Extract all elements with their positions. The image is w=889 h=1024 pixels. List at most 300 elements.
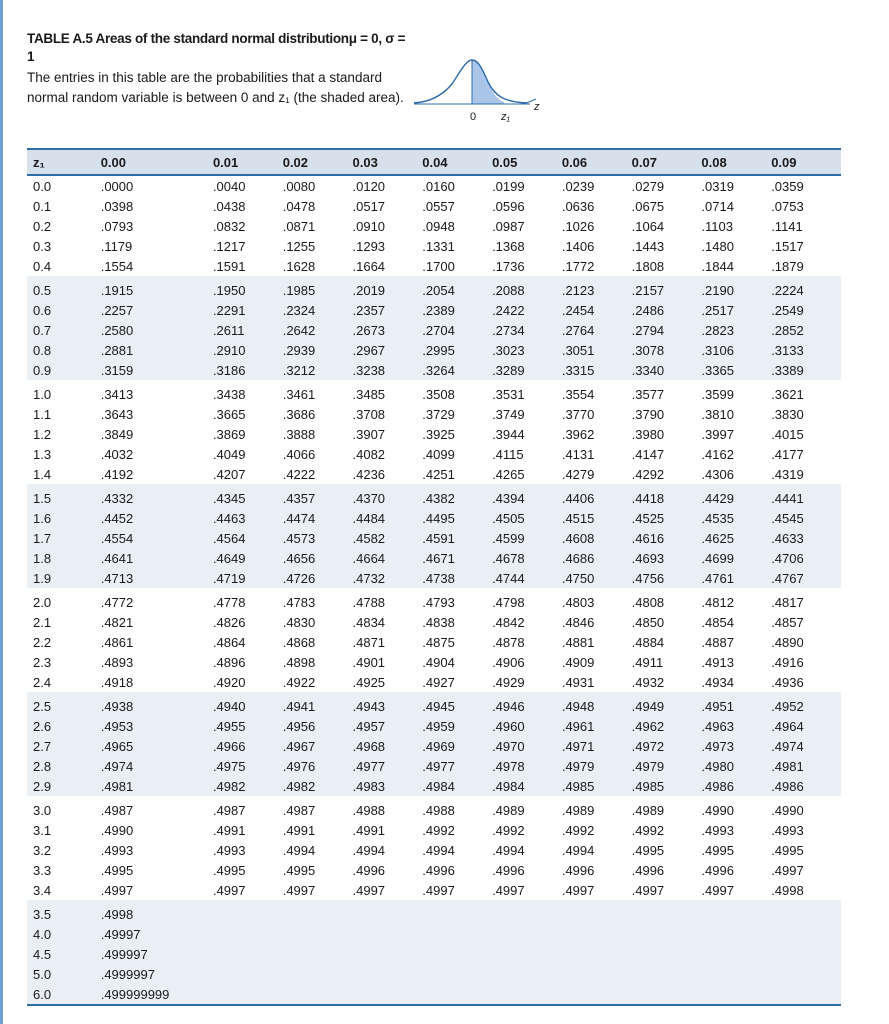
probability-cell: .4987 [282, 802, 316, 818]
probability-cell: .4641 [101, 548, 213, 568]
probability-cell: .1293 [352, 238, 386, 254]
probability-cell: .4965 [101, 736, 213, 756]
probability-cell: .1591 [212, 258, 246, 274]
probability-cell: .4826 [212, 614, 246, 630]
probability-cell: .4955 [213, 716, 283, 736]
probability-cell: .4993 [212, 842, 246, 858]
probability-cell: .4744 [492, 568, 562, 588]
empty-cell [562, 984, 632, 1005]
empty-cell [701, 984, 771, 1005]
probability-cell: .0832 [212, 218, 246, 234]
table-title [27, 30, 407, 66]
empty-cell [492, 944, 562, 964]
table-row [27, 692, 841, 716]
probability-cell: .3907 [352, 426, 386, 442]
probability-cell: .4406 [562, 484, 632, 508]
probability-cell: .0239 [561, 178, 595, 194]
empty-cell [701, 944, 771, 964]
probability-cell: .4463 [213, 508, 283, 528]
empty-cell [632, 984, 702, 1005]
probability-cell: .1879 [771, 258, 804, 274]
probability-cell: .3389 [771, 360, 841, 380]
probability-cell: .4207 [212, 466, 246, 482]
z-value-cell: 3.4 [33, 882, 52, 898]
table-row [27, 672, 841, 692]
probability-cell: .4732 [353, 568, 423, 588]
empty-cell [562, 924, 632, 944]
page-edge-bar [0, 0, 3, 1024]
probability-cell: .4941 [283, 692, 353, 716]
probability-cell: .0753 [771, 198, 804, 214]
probability-cell: .2486 [632, 300, 702, 320]
empty-cell [353, 944, 423, 964]
probability-cell: .4997 [212, 882, 246, 898]
probability-cell: .4591 [422, 528, 492, 548]
probability-cell: .4756 [632, 568, 702, 588]
probability-cell: .3790 [631, 406, 665, 422]
z-value-cell: 0.4 [33, 258, 52, 274]
probability-cell: .4817 [771, 594, 804, 610]
probability-cell: .4995 [100, 862, 134, 878]
probability-cell: .3810 [701, 406, 734, 422]
empty-cell [422, 964, 492, 984]
probability-cell: .4896 [212, 654, 246, 670]
probability-cell: .3212 [283, 360, 353, 380]
probability-cell: .0438 [212, 198, 246, 214]
column-header-0-09: 0.09 [771, 149, 841, 175]
probability-cell: .4970 [492, 736, 562, 756]
empty-cell [701, 964, 771, 984]
probability-cell: .4997 [561, 882, 595, 898]
probability-cell: .4983 [353, 776, 423, 796]
probability-cell: .4959 [422, 716, 492, 736]
probability-cell: .4893 [100, 654, 134, 670]
probability-cell: .4978 [492, 756, 562, 776]
probability-cell: .4803 [561, 594, 595, 610]
probability-cell: .4995 [282, 862, 316, 878]
probability-cell: .3665 [212, 406, 246, 422]
probability-cell: .4887 [701, 634, 734, 650]
probability-cell: .4940 [213, 692, 283, 716]
probability-cell: .4989 [492, 802, 525, 818]
probability-cell: .4871 [352, 634, 386, 650]
probability-cell: .3023 [492, 340, 562, 360]
probability-cell: .2549 [771, 300, 841, 320]
probability-cell: .2704 [422, 320, 492, 340]
standard-normal-table [27, 148, 841, 1006]
probability-cell: .4713 [101, 568, 213, 588]
probability-cell: .4906 [492, 654, 525, 670]
z-value-cell: 0.6 [27, 300, 101, 320]
probability-cell: .0478 [282, 198, 316, 214]
probability-cell: .2881 [101, 340, 213, 360]
probability-cell: .3413 [100, 386, 134, 402]
probability-cell: .2019 [353, 276, 423, 300]
probability-cell: .1844 [701, 258, 734, 274]
probability-cell: .1628 [282, 258, 316, 274]
probability-cell: .4973 [701, 736, 771, 756]
probability-cell: .1103 [701, 218, 733, 234]
probability-cell: .0557 [422, 198, 455, 214]
probability-cell: .2517 [701, 300, 771, 320]
probability-cell: .2580 [101, 320, 213, 340]
probability-cell: .4929 [492, 674, 525, 690]
z-value-cell: 4.5 [27, 944, 101, 964]
probability-cell: .2088 [492, 276, 562, 300]
probability-cell: .0793 [100, 218, 134, 234]
probability-cell: .2357 [353, 300, 423, 320]
probability-cell: .3686 [282, 406, 316, 422]
probability-cell: .1179 [100, 238, 133, 254]
probability-cell: .4099 [422, 446, 455, 462]
probability-cell: .4995 [701, 842, 734, 858]
probability-cell: .2157 [632, 276, 702, 300]
probability-cell: .4994 [561, 842, 595, 858]
table-row [27, 175, 841, 196]
probability-cell: .1808 [631, 258, 665, 274]
z-value-cell: 0.3 [33, 238, 52, 254]
table-row [27, 756, 841, 776]
z-value-cell: 2.7 [27, 736, 101, 756]
probability-cell: .4948 [562, 692, 632, 716]
column-header-0-06: 0.06 [562, 149, 632, 175]
probability-cell: .4998 [771, 882, 804, 898]
probability-cell: .4988 [422, 802, 455, 818]
probability-cell: .4988 [352, 802, 386, 818]
empty-cell [283, 984, 353, 1005]
table-row [27, 860, 841, 880]
probability-cell: .4984 [422, 776, 492, 796]
table-row [27, 612, 841, 632]
table-row [27, 216, 841, 236]
probability-cell: .4370 [353, 484, 423, 508]
probability-cell: .4798 [492, 594, 525, 610]
probability-cell: .4996 [561, 862, 595, 878]
probability-cell: .4994 [492, 842, 525, 858]
probability-cell: .4961 [562, 716, 632, 736]
empty-cell [701, 924, 771, 944]
probability-cell: .4967 [283, 736, 353, 756]
probability-cell: .499999999 [101, 984, 213, 1005]
probability-cell: .4032 [100, 446, 134, 462]
probability-cell: .4625 [701, 528, 771, 548]
probability-cell: .4131 [561, 446, 595, 462]
column-header-0-07: 0.07 [632, 149, 702, 175]
empty-cell [422, 900, 492, 924]
table-row [27, 568, 841, 588]
empty-cell [283, 944, 353, 964]
probability-cell: .4582 [353, 528, 423, 548]
probability-cell: .4706 [771, 548, 841, 568]
z-value-cell: 1.7 [27, 528, 101, 548]
probability-cell: .4474 [283, 508, 353, 528]
table-row [27, 300, 841, 320]
probability-cell: .4821 [100, 614, 134, 630]
probability-cell: .4995 [631, 842, 665, 858]
probability-cell: .4995 [212, 862, 246, 878]
table-row [27, 380, 841, 404]
probability-cell: .3238 [353, 360, 423, 380]
probability-cell: .4994 [282, 842, 316, 858]
empty-cell [771, 984, 841, 1005]
probability-cell: .4951 [701, 692, 771, 716]
table-body [27, 175, 841, 1005]
empty-cell [771, 964, 841, 984]
probability-cell: .4977 [353, 756, 423, 776]
probability-cell: .3997 [701, 426, 734, 442]
empty-cell [283, 924, 353, 944]
probability-cell: .4966 [213, 736, 283, 756]
probability-cell: .1026 [561, 218, 595, 234]
empty-cell [771, 900, 841, 924]
probability-cell: .4608 [562, 528, 632, 548]
probability-cell: .4982 [283, 776, 353, 796]
probability-cell: .3869 [212, 426, 246, 442]
probability-cell: .4971 [562, 736, 632, 756]
probability-cell: .4838 [422, 614, 455, 630]
probability-cell: .4671 [422, 548, 492, 568]
probability-cell: .4599 [492, 528, 562, 548]
probability-cell: .4920 [212, 674, 246, 690]
probability-cell: .3770 [561, 406, 595, 422]
probability-cell: .3944 [492, 426, 525, 442]
probability-cell: .0160 [422, 178, 455, 194]
table-title-params: μ = 0, σ = 1 [27, 31, 406, 64]
probability-cell: .0319 [701, 178, 734, 194]
probability-cell: .4808 [631, 594, 665, 610]
probability-cell: .4977 [422, 756, 492, 776]
probability-cell: .3264 [422, 360, 492, 380]
column-header-0-05: 0.05 [492, 149, 562, 175]
probability-cell: .0636 [561, 198, 595, 214]
table-row [27, 900, 841, 924]
probability-cell: .4960 [492, 716, 562, 736]
z-value-cell: 2.3 [33, 654, 52, 670]
z-value-cell: 5.0 [27, 964, 101, 984]
probability-cell: .4884 [631, 634, 665, 650]
probability-cell: .4956 [283, 716, 353, 736]
probability-cell: .4997 [771, 862, 804, 878]
probability-cell: .4162 [701, 446, 734, 462]
probability-cell: .0910 [352, 218, 386, 234]
probability-cell: .4177 [771, 446, 804, 462]
table-row [27, 964, 841, 984]
probability-cell: .4898 [282, 654, 316, 670]
probability-cell: .1915 [101, 276, 213, 300]
probability-cell: .4974 [771, 736, 841, 756]
probability-cell: .4992 [631, 822, 665, 838]
probability-cell: .1736 [492, 258, 525, 274]
probability-cell: .4778 [212, 594, 246, 610]
probability-cell: .4987 [100, 802, 134, 818]
probability-cell: .4996 [701, 862, 734, 878]
normal-curve-figure [412, 54, 562, 128]
probability-cell: .0359 [771, 178, 804, 194]
probability-cell: .3315 [562, 360, 632, 380]
probability-cell: .3106 [701, 340, 771, 360]
probability-cell: .4925 [352, 674, 386, 690]
probability-cell: .2291 [213, 300, 283, 320]
probability-cell: .4750 [562, 568, 632, 588]
probability-cell: .4573 [283, 528, 353, 548]
table-row [27, 508, 841, 528]
probability-cell: .1985 [283, 276, 353, 300]
probability-cell: .4981 [771, 756, 841, 776]
probability-cell: .4854 [701, 614, 734, 630]
probability-cell: .4997 [352, 882, 386, 898]
probability-cell: .1255 [282, 238, 316, 254]
table-row [27, 716, 841, 736]
probability-cell: .4976 [283, 756, 353, 776]
probability-cell: .2123 [562, 276, 632, 300]
probability-cell: .4842 [492, 614, 525, 630]
table-row [27, 924, 841, 944]
table-description: The entries in this table are the probabilities that a standard normal random variable is between 0 and z₁ (the shaded area). [27, 70, 404, 105]
probability-cell: .3365 [701, 360, 771, 380]
probability-cell: .3340 [632, 360, 702, 380]
probability-cell: .2257 [101, 300, 213, 320]
probability-cell: .4738 [422, 568, 492, 588]
z-value-cell: 0.8 [27, 340, 101, 360]
z-value-cell: 1.8 [27, 548, 101, 568]
probability-cell: .2967 [353, 340, 423, 360]
probability-cell: .4901 [352, 654, 386, 670]
table-row [27, 776, 841, 796]
z-value-cell: 1.3 [33, 446, 52, 462]
table-row [27, 276, 841, 300]
z-value-cell: 1.5 [27, 484, 101, 508]
z-value-cell: 2.9 [27, 776, 101, 796]
empty-cell [492, 984, 562, 1005]
empty-cell [353, 924, 423, 944]
probability-cell: .2673 [353, 320, 423, 340]
probability-cell: .0714 [701, 198, 734, 214]
bell-curve-line [414, 60, 527, 103]
z-value-cell: 0.5 [27, 276, 101, 300]
empty-cell [213, 900, 283, 924]
probability-cell: .3621 [771, 386, 804, 402]
probability-cell: .4357 [283, 484, 353, 508]
probability-cell: .4931 [561, 674, 595, 690]
probability-cell: .4997 [492, 882, 525, 898]
empty-cell [632, 964, 702, 984]
probability-cell: .4997 [631, 882, 665, 898]
z-value-cell: 1.1 [33, 406, 52, 422]
probability-cell: .4995 [771, 842, 804, 858]
probability-cell: .1331 [422, 238, 455, 254]
probability-cell: .1664 [352, 258, 386, 274]
z-value-cell: 0.0 [33, 178, 52, 194]
probability-cell: .2939 [283, 340, 353, 360]
empty-cell [492, 924, 562, 944]
z-value-cell: 3.2 [33, 842, 52, 858]
probability-cell: .4936 [771, 674, 804, 690]
probability-cell: .1368 [492, 238, 525, 254]
empty-cell [771, 924, 841, 944]
probability-cell: .4981 [101, 776, 213, 796]
column-header-row [27, 149, 841, 175]
probability-cell: .4857 [771, 614, 804, 630]
empty-cell [422, 944, 492, 964]
table-row [27, 464, 841, 484]
probability-cell: .4049 [212, 446, 246, 462]
table-row [27, 736, 841, 756]
probability-cell: .4992 [492, 822, 525, 838]
probability-cell: .4999997 [101, 964, 213, 984]
probability-cell: .4850 [631, 614, 665, 630]
column-header-0-08: 0.08 [701, 149, 771, 175]
empty-cell [353, 900, 423, 924]
probability-cell: .4066 [282, 446, 316, 462]
table-row [27, 404, 841, 424]
probability-cell: .4875 [422, 634, 455, 650]
z-value-cell: 2.1 [33, 614, 52, 630]
probability-cell: .2054 [422, 276, 492, 300]
probability-cell: .2389 [422, 300, 492, 320]
empty-cell [213, 964, 283, 984]
probability-cell: .4515 [562, 508, 632, 528]
z-value-cell: 6.0 [27, 984, 101, 1005]
empty-cell [701, 900, 771, 924]
probability-cell: .2324 [283, 300, 353, 320]
probability-cell: .2764 [562, 320, 632, 340]
probability-cell: .4963 [701, 716, 771, 736]
probability-cell: .4772 [100, 594, 134, 610]
probability-cell: .4115 [492, 446, 524, 462]
z-value-cell: 3.5 [27, 900, 101, 924]
probability-cell: .4564 [213, 528, 283, 548]
probability-cell: .1141 [771, 218, 803, 234]
probability-cell: .4996 [422, 862, 455, 878]
z-value-cell: 1.2 [33, 426, 52, 442]
table-row [27, 424, 841, 444]
probability-cell: .4997 [422, 882, 455, 898]
probability-cell: .4418 [632, 484, 702, 508]
probability-cell: .2995 [422, 340, 492, 360]
probability-cell: .1480 [701, 238, 734, 254]
table-row [27, 196, 841, 216]
probability-cell: .4864 [212, 634, 246, 650]
empty-cell [562, 900, 632, 924]
z-value-cell: 0.2 [33, 218, 52, 234]
column-header-0-01: 0.01 [213, 149, 283, 175]
probability-cell: .4890 [771, 634, 804, 650]
column-header-0-03: 0.03 [353, 149, 423, 175]
probability-cell: .1217 [212, 238, 246, 254]
probability-cell: .4222 [282, 466, 316, 482]
empty-cell [422, 924, 492, 944]
probability-cell: .4974 [101, 756, 213, 776]
probability-cell: .4767 [771, 568, 841, 588]
table-row [27, 528, 841, 548]
probability-cell: .4345 [213, 484, 283, 508]
probability-cell: .4993 [701, 822, 734, 838]
probability-cell: .4649 [213, 548, 283, 568]
z-value-cell: 1.6 [27, 508, 101, 528]
probability-cell: .4934 [701, 674, 734, 690]
z-value-cell: 1.4 [33, 466, 52, 482]
probability-cell: .4957 [353, 716, 423, 736]
table-row [27, 632, 841, 652]
probability-cell: .4989 [561, 802, 595, 818]
column-header-0-04: 0.04 [422, 149, 492, 175]
probability-cell: .4996 [631, 862, 665, 878]
probability-cell: .4962 [632, 716, 702, 736]
probability-cell: .3980 [631, 426, 665, 442]
z-value-cell: 1.9 [27, 568, 101, 588]
probability-cell: .0000 [100, 178, 134, 194]
probability-cell: .4911 [631, 654, 664, 670]
